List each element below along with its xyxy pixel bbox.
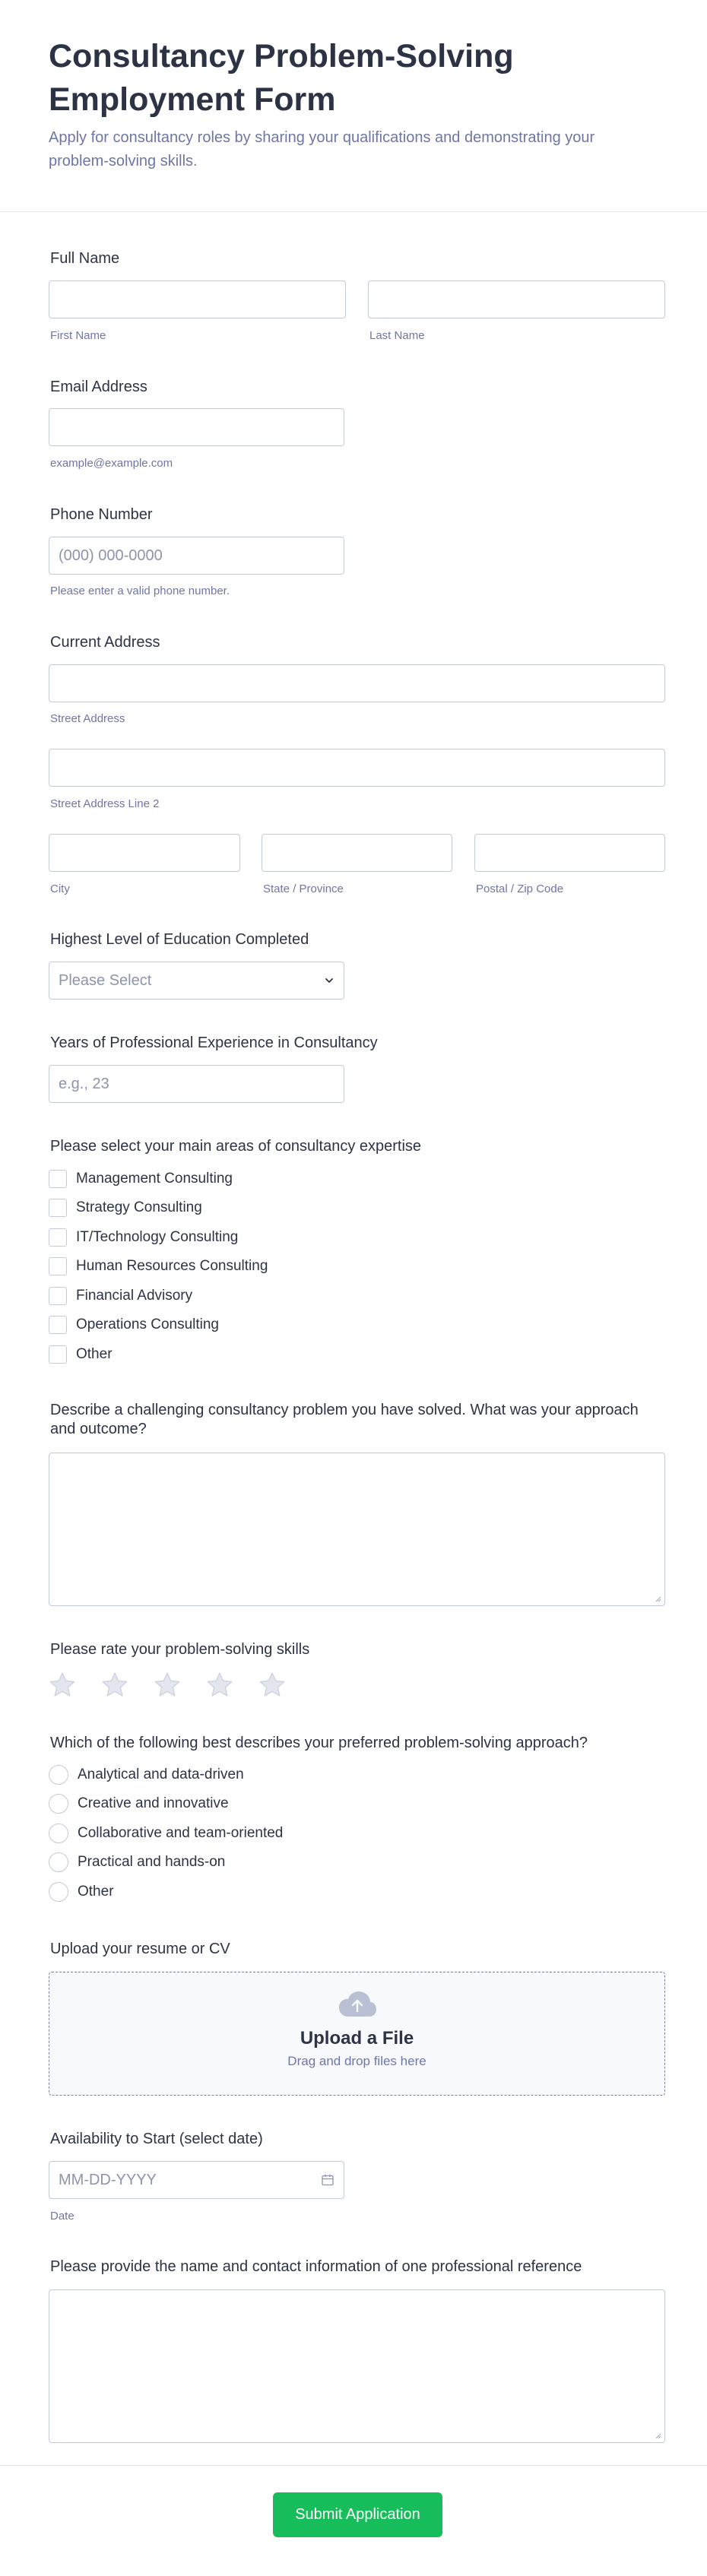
date-input[interactable] [49,2161,344,2199]
upload-title: Upload a File [300,2028,414,2048]
resize-handle-icon[interactable] [654,2432,661,2439]
upload-label: Upload your resume or CV [50,1941,230,1957]
street-address-sublabel: Street Address [50,712,125,725]
star-icon[interactable] [152,1670,182,1700]
star-icon[interactable] [100,1670,130,1700]
state-sublabel: State / Province [263,882,344,895]
experience-input[interactable]: e.g., 23 [49,1065,344,1103]
radio-label: Other [78,1884,114,1900]
resize-handle-icon[interactable] [654,1595,661,1602]
full-name-label: Full Name [50,250,120,267]
city-sublabel: City [50,882,70,895]
availability-label: Availability to Start (select date) [50,2131,263,2147]
approach-option[interactable] [49,1794,229,1814]
star-icon[interactable] [257,1670,287,1700]
first-name-sublabel: First Name [50,329,106,342]
checkbox-label: Financial Advisory [76,1288,193,1304]
checkbox[interactable] [49,1170,67,1188]
zip-input[interactable] [474,834,665,872]
checkbox-label: Management Consulting [76,1171,233,1187]
checkbox-label: IT/Technology Consulting [76,1229,239,1245]
street-address-2-sublabel: Street Address Line 2 [50,797,160,810]
expertise-option[interactable] [49,1316,219,1334]
radio-label: Analytical and data-driven [78,1766,244,1782]
approach-option[interactable] [49,1765,244,1785]
file-upload-dropzone[interactable] [49,1972,665,2096]
checkbox[interactable] [49,1316,67,1334]
city-input[interactable] [49,834,240,872]
expertise-option[interactable] [49,1228,238,1247]
email-input[interactable] [49,408,344,446]
upload-hint: Drag and drop files here [287,2054,426,2068]
date-placeholder: MM-DD-YYYY [59,2171,157,2188]
footer-divider [0,2465,707,2466]
checkbox-label: Human Resources Consulting [76,1258,268,1274]
problem-textarea[interactable] [49,1453,665,1606]
approach-option[interactable] [49,1852,225,1872]
checkbox[interactable] [49,1228,67,1247]
checkbox-label: Other [76,1346,113,1362]
radio-button[interactable] [49,1882,68,1902]
problem-label: Describe a challenging consultancy problem you have solved. What was your approach and outcome? [50,1402,639,1437]
radio-label: Collaborative and team-oriented [78,1825,284,1841]
street-address-input[interactable] [49,664,665,702]
radio-button[interactable] [49,1765,68,1785]
first-name-input[interactable] [49,280,346,318]
approach-option[interactable] [49,1823,283,1843]
form-header [0,0,707,212]
reference-textarea[interactable] [49,2289,665,2443]
checkbox[interactable] [49,1257,67,1275]
checkbox-label: Strategy Consulting [76,1199,202,1215]
expertise-option[interactable] [49,1345,113,1364]
education-select[interactable] [49,962,344,1000]
phone-sublabel: Please enter a valid phone number. [50,585,230,597]
checkbox[interactable] [49,1287,67,1305]
chevron-down-icon [324,975,334,986]
email-label: Email Address [50,379,147,395]
cloud-upload-icon [49,1991,664,2023]
rating-label: Please rate your problem-solving skills [50,1641,310,1658]
education-label: Highest Level of Education Completed [50,931,309,948]
experience-label: Years of Professional Experience in Consultancy [50,1035,378,1051]
radio-button[interactable] [49,1823,68,1843]
star-rating[interactable] [47,1670,287,1700]
state-input[interactable] [262,834,452,872]
address-label: Current Address [50,634,160,651]
zip-sublabel: Postal / Zip Code [476,882,564,895]
email-sublabel: example@example.com [50,457,173,470]
expertise-option[interactable] [49,1199,202,1217]
education-selected-value: Please Select [59,971,152,989]
submit-button[interactable]: Submit Application [273,2492,442,2537]
expertise-option[interactable] [49,1257,268,1275]
phone-label: Phone Number [50,506,153,523]
approach-label: Which of the following best describes your preferred problem-solving approach? [50,1735,588,1751]
radio-label: Practical and hands-on [78,1854,226,1870]
date-sublabel: Date [50,2210,75,2223]
form-title: Consultancy Problem-Solving Employment Form [49,38,514,118]
reference-label: Please provide the name and contact information of one professional reference [50,2258,582,2275]
street-address-2-input[interactable] [49,749,665,787]
approach-option[interactable] [49,1882,114,1902]
expertise-option[interactable] [49,1170,233,1188]
last-name-input[interactable] [368,280,665,318]
checkbox[interactable] [49,1199,67,1217]
star-icon[interactable] [47,1670,78,1700]
last-name-sublabel: Last Name [369,329,425,342]
phone-input[interactable]: (000) 000-0000 [49,537,344,575]
calendar-icon[interactable] [321,2173,334,2187]
star-icon[interactable] [204,1670,235,1700]
form-subtitle: Apply for consultancy roles by sharing your qualifications and demonstrating your problem-solving skills. [49,129,595,170]
checkbox[interactable] [49,1345,67,1364]
checkbox-label: Operations Consulting [76,1317,219,1332]
expertise-label: Please select your main areas of consultancy expertise [50,1138,422,1155]
radio-label: Creative and innovative [78,1795,229,1811]
radio-button[interactable] [49,1852,68,1872]
radio-button[interactable] [49,1794,68,1814]
expertise-option[interactable] [49,1287,192,1305]
